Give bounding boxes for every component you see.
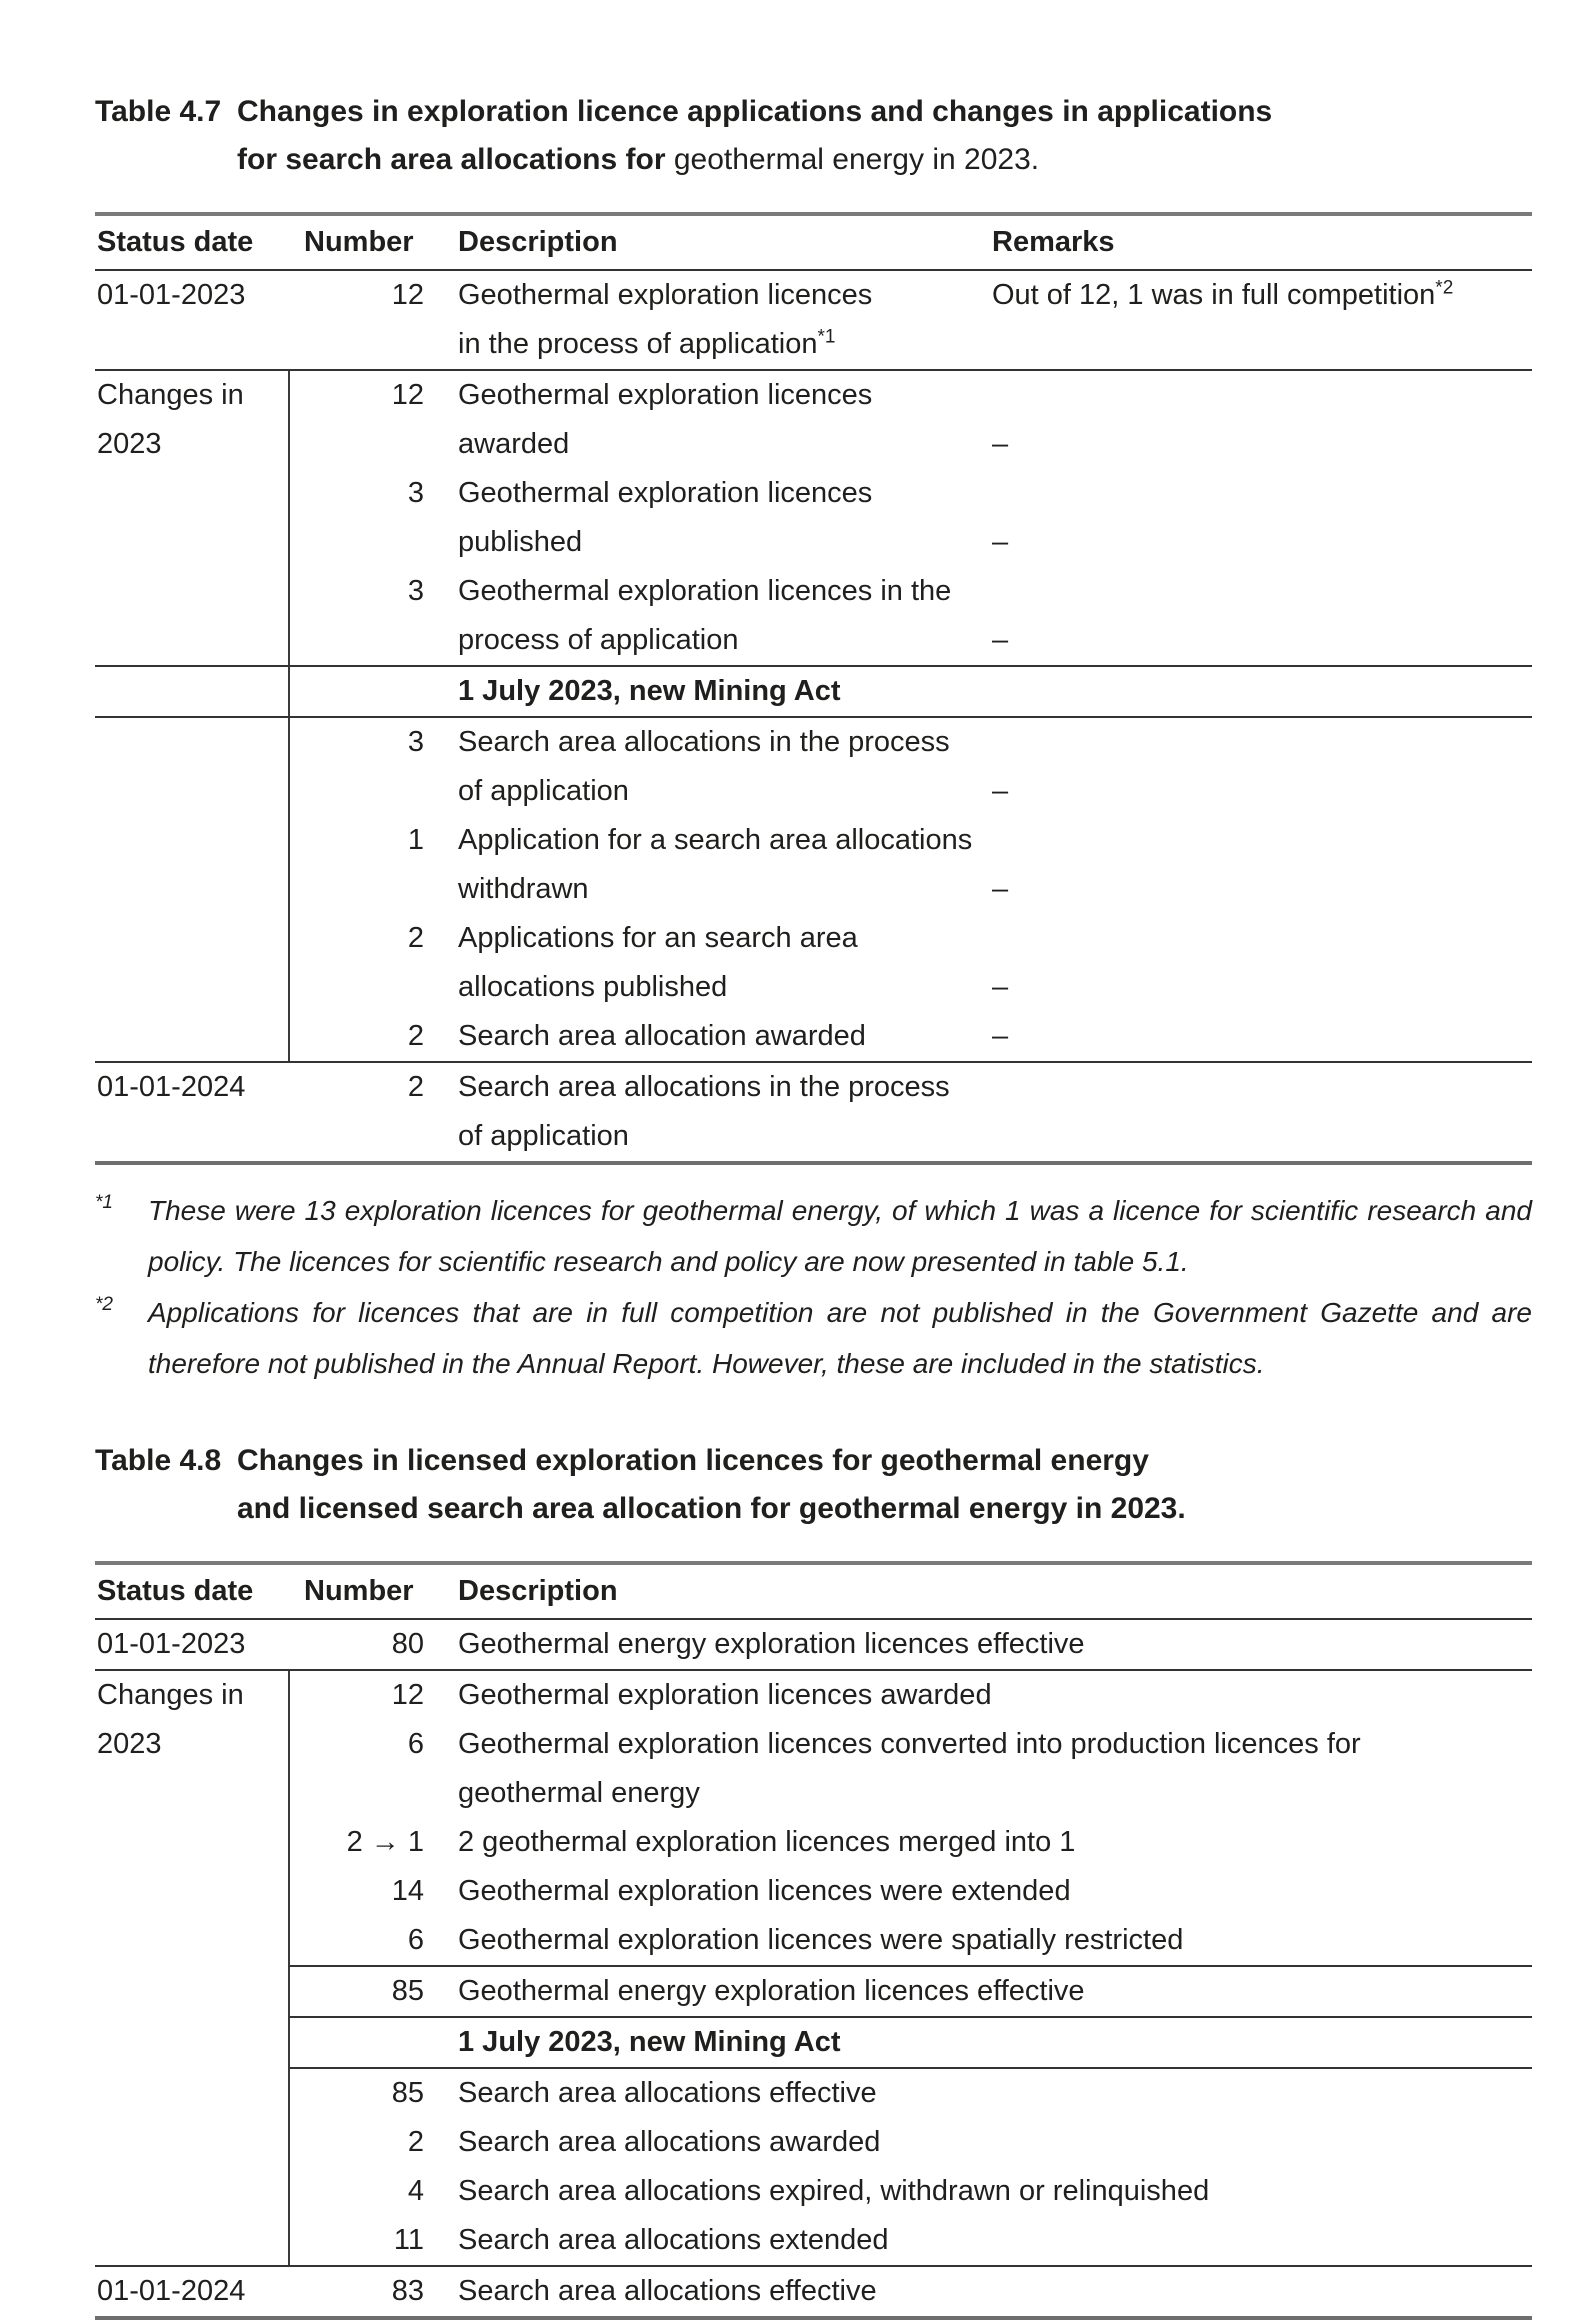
- table-row: [95, 1112, 1532, 1165]
- description-cell: 2 geothermal exploration licences merged into 1: [458, 1826, 1076, 1858]
- table-row: [95, 718, 1532, 767]
- number-cell: 2: [288, 2118, 430, 2167]
- number-cell: 3: [288, 469, 430, 518]
- remarks-cell: [990, 320, 1532, 369]
- table-row: [95, 2118, 1532, 2167]
- status-cell: [95, 1818, 288, 1867]
- table48-title-line2: and licensed search area allocation for geothermal energy in 2023.: [237, 1492, 1186, 1525]
- remarks-cell: [990, 371, 1532, 420]
- table-row: [95, 271, 1532, 320]
- remarks-cell: [990, 1063, 1532, 1112]
- remarks-cell: [990, 567, 1532, 616]
- table-row: [95, 1671, 1532, 1720]
- description-cell: Search area allocations extended: [458, 2224, 889, 2256]
- number-cell: 6: [288, 1720, 430, 1769]
- remarks-cell: –: [992, 624, 1009, 656]
- table-row: [95, 371, 1532, 420]
- table47-title-line2-regular: geothermal energy in 2023.: [673, 143, 1040, 176]
- number-cell: 2 → 1: [288, 1818, 430, 1867]
- description-cell: Search area allocations in the process: [458, 726, 950, 758]
- description-cell: Search area allocations effective: [458, 2275, 877, 2307]
- number-cell: 85: [288, 1967, 430, 2018]
- remarks-cell: [990, 816, 1532, 865]
- description-cell: of application: [458, 1120, 629, 1152]
- description-cell: 1 July 2023, new Mining Act: [430, 2018, 1532, 2069]
- table-row-merged-licences: [95, 1818, 1532, 1867]
- description-cell: Application for a search area allocations: [458, 824, 973, 856]
- remark-text: Out of 12, 1 was in full competition: [992, 279, 1436, 311]
- number-cell: 3: [288, 567, 430, 616]
- number-cell: 6: [288, 1916, 430, 1967]
- table47-title-line2-bold: for search area allocations for: [237, 143, 666, 176]
- status-cell: [95, 2167, 288, 2216]
- table47-title-lines: [237, 88, 1272, 184]
- description-cell: Geothermal energy exploration licences effective: [458, 1628, 1085, 1660]
- description-cell: Geothermal exploration licences awarded: [458, 1679, 992, 1711]
- table48-label: Table 4.8: [95, 1444, 222, 1477]
- description-cell: Geothermal exploration licences: [458, 279, 873, 311]
- description-cell: Geothermal exploration licences were spatially restricted: [430, 1916, 1532, 1967]
- table48-title: [95, 1437, 1532, 1533]
- status-cell: Changes in: [97, 379, 244, 411]
- footnote-2: [95, 1287, 1532, 1389]
- description-cell: Geothermal exploration licences converted into production licences for: [458, 1728, 1361, 1760]
- description-text: in the process of application: [458, 328, 818, 360]
- header-remarks: Remarks: [992, 226, 1115, 258]
- description-footnote-ref: *1: [817, 326, 836, 348]
- number-cell: 2: [288, 914, 430, 963]
- table48-title-lines: [237, 1437, 1186, 1533]
- remarks-cell: [990, 271, 1532, 320]
- description-cell: Geothermal energy exploration licences effective: [430, 1967, 1532, 2018]
- remarks-cell: –: [992, 971, 1009, 1003]
- remarks-cell: [990, 914, 1532, 963]
- table-row: [95, 2167, 1532, 2216]
- remarks-cell: –: [992, 428, 1009, 460]
- table-row: [95, 420, 1532, 469]
- table48-block: [95, 1437, 1532, 2320]
- description-cell: Geothermal exploration licences: [458, 477, 873, 509]
- number-cell: [288, 1112, 430, 1161]
- footnotes: [95, 1185, 1532, 1389]
- number-cell: 12: [288, 1671, 430, 1720]
- description-cell: published: [458, 526, 583, 558]
- status-cell: [95, 767, 288, 816]
- status-cell: [95, 2018, 288, 2067]
- number-cell: [288, 667, 430, 716]
- description-cell: withdrawn: [458, 873, 589, 905]
- table-row: [95, 518, 1532, 567]
- table-row-mining-act: [95, 2018, 1532, 2069]
- status-cell: [95, 963, 288, 1012]
- table-row: [95, 1769, 1532, 1818]
- table-row: [95, 963, 1532, 1012]
- status-cell: 01-01-2023: [97, 1628, 246, 1660]
- number-cell: [288, 1769, 430, 1818]
- status-cell: [95, 320, 288, 369]
- number-cell: [288, 767, 430, 816]
- table-row: [95, 1967, 1532, 2018]
- table-row: [95, 320, 1532, 371]
- status-cell: [95, 667, 288, 716]
- number-cell: 12: [391, 279, 424, 311]
- table47-title-line1: Changes in exploration licence applications and changes in applications: [237, 95, 1273, 128]
- table47-title-line2: [237, 136, 1272, 184]
- table-row: [95, 1063, 1532, 1112]
- table48: [95, 1561, 1532, 2320]
- description-cell: Applications for an search area: [458, 922, 858, 954]
- remarks-cell: [990, 667, 1532, 716]
- table-row: [95, 469, 1532, 518]
- number-cell: [288, 616, 430, 665]
- number-cell: [288, 2018, 430, 2069]
- header-status: Status date: [97, 226, 254, 258]
- number-cell: 12: [288, 371, 430, 420]
- number-cell: 2: [288, 1012, 430, 1061]
- table-row-mining-act: [95, 667, 1532, 718]
- status-cell: 01-01-2023: [97, 279, 246, 311]
- table47-header-row: [95, 212, 1532, 271]
- description-cell: Search area allocations effective: [458, 2077, 877, 2109]
- status-cell: 01-01-2024: [97, 2275, 246, 2307]
- number-cell: 11: [288, 2216, 430, 2265]
- status-cell: 2023: [97, 428, 162, 460]
- page-content: [95, 88, 1532, 2320]
- status-cell: 2023: [97, 1728, 162, 1760]
- status-cell: [95, 865, 288, 914]
- table-row: [95, 914, 1532, 963]
- number-cell: [288, 320, 430, 369]
- description-cell: Geothermal exploration licences: [458, 379, 873, 411]
- remark-footnote-ref: *2: [1435, 277, 1454, 299]
- number-cell: 2: [407, 1071, 424, 1103]
- remarks-cell: [990, 469, 1532, 518]
- description-cell: Geothermal exploration licences were extended: [458, 1875, 1071, 1907]
- header-number: Number: [304, 226, 414, 258]
- table48-header-row: [95, 1561, 1532, 1620]
- table-row: [95, 865, 1532, 914]
- table-row: [95, 1867, 1532, 1916]
- description-cell: geothermal energy: [458, 1777, 700, 1809]
- number-cell: [288, 420, 430, 469]
- remarks-cell: –: [992, 1020, 1009, 1052]
- status-cell: [95, 914, 288, 963]
- description-cell: [430, 320, 990, 369]
- header-number: Number: [304, 1575, 414, 1607]
- description-cell: Search area allocations awarded: [458, 2126, 881, 2158]
- description-cell: 1 July 2023, new Mining Act: [458, 675, 841, 707]
- status-cell: [95, 2118, 288, 2167]
- status-cell: [95, 816, 288, 865]
- number-cell: 3: [288, 718, 430, 767]
- description-cell: Search area allocations in the process: [458, 1071, 950, 1103]
- table-row: [95, 616, 1532, 667]
- remarks-cell: –: [992, 526, 1009, 558]
- table-row: [95, 1720, 1532, 1769]
- footnote-1: [95, 1185, 1532, 1287]
- status-cell: [95, 1112, 288, 1161]
- header-description: Description: [458, 226, 618, 258]
- description-cell: of application: [458, 775, 629, 807]
- description-cell: process of application: [458, 624, 739, 656]
- description-cell: Search area allocation awarded: [458, 1020, 866, 1052]
- header-description: Description: [458, 1575, 618, 1607]
- footnote-marker: *1: [95, 1192, 113, 1213]
- table47: [95, 212, 1532, 1165]
- number-cell: 83: [391, 2275, 424, 2307]
- table-row: [95, 2267, 1532, 2320]
- remarks-cell: [990, 1112, 1532, 1161]
- description-cell: Search area allocations expired, withdrawn or relinquished: [458, 2175, 1210, 2207]
- description-cell: Geothermal exploration licences in the: [458, 575, 952, 607]
- table-row: [95, 2216, 1532, 2267]
- description-cell: allocations published: [458, 971, 728, 1003]
- remarks-cell: [990, 718, 1532, 767]
- status-cell: [95, 567, 288, 616]
- number-cell: 4: [288, 2167, 430, 2216]
- table-row: [95, 1012, 1532, 1063]
- status-cell: [95, 1916, 288, 1965]
- number-cell: [288, 963, 430, 1012]
- description-cell: awarded: [458, 428, 570, 460]
- status-cell: [95, 518, 288, 567]
- number-cell: 80: [391, 1628, 424, 1660]
- table-row: [95, 767, 1532, 816]
- header-status: Status date: [97, 1575, 254, 1607]
- status-cell: [95, 1012, 288, 1061]
- table-row: [95, 816, 1532, 865]
- status-cell: [95, 1867, 288, 1916]
- table-row: [95, 567, 1532, 616]
- status-cell: [95, 2069, 288, 2118]
- footnote-text: These were 13 exploration licences for geothermal energy, of which 1 was a licence for scientific research and policy. The licences for scientific research and policy are now presented in table 5.1.: [148, 1195, 1532, 1277]
- table-row: [95, 1620, 1532, 1671]
- status-cell: [95, 1769, 288, 1818]
- status-cell: [95, 1967, 288, 2016]
- number-cell: 1: [288, 816, 430, 865]
- number-cell: [288, 865, 430, 914]
- table48-title-line1: Changes in licensed exploration licences for geothermal energy: [237, 1444, 1149, 1477]
- number-cell: [288, 518, 430, 567]
- status-cell: [95, 718, 288, 767]
- table-row: [95, 2069, 1532, 2118]
- footnote-text: Applications for licences that are in full competition are not published in the Government Gazette and are therefore not published in the Annual Report. However, these are included in the statistics.: [148, 1297, 1532, 1379]
- status-cell: Changes in: [97, 1679, 244, 1711]
- remarks-cell: –: [992, 775, 1009, 807]
- number-cell: 14: [288, 1867, 430, 1916]
- number-cell: 85: [288, 2069, 430, 2118]
- footnote-marker: *2: [95, 1294, 113, 1315]
- table47-title: [95, 88, 1532, 184]
- status-cell: [95, 2216, 288, 2265]
- status-cell: [95, 616, 288, 665]
- remarks-cell: –: [992, 873, 1009, 905]
- status-cell: [95, 469, 288, 518]
- table47-label: Table 4.7: [95, 95, 222, 128]
- status-cell: 01-01-2024: [97, 1071, 246, 1103]
- table-row: [95, 1916, 1532, 1967]
